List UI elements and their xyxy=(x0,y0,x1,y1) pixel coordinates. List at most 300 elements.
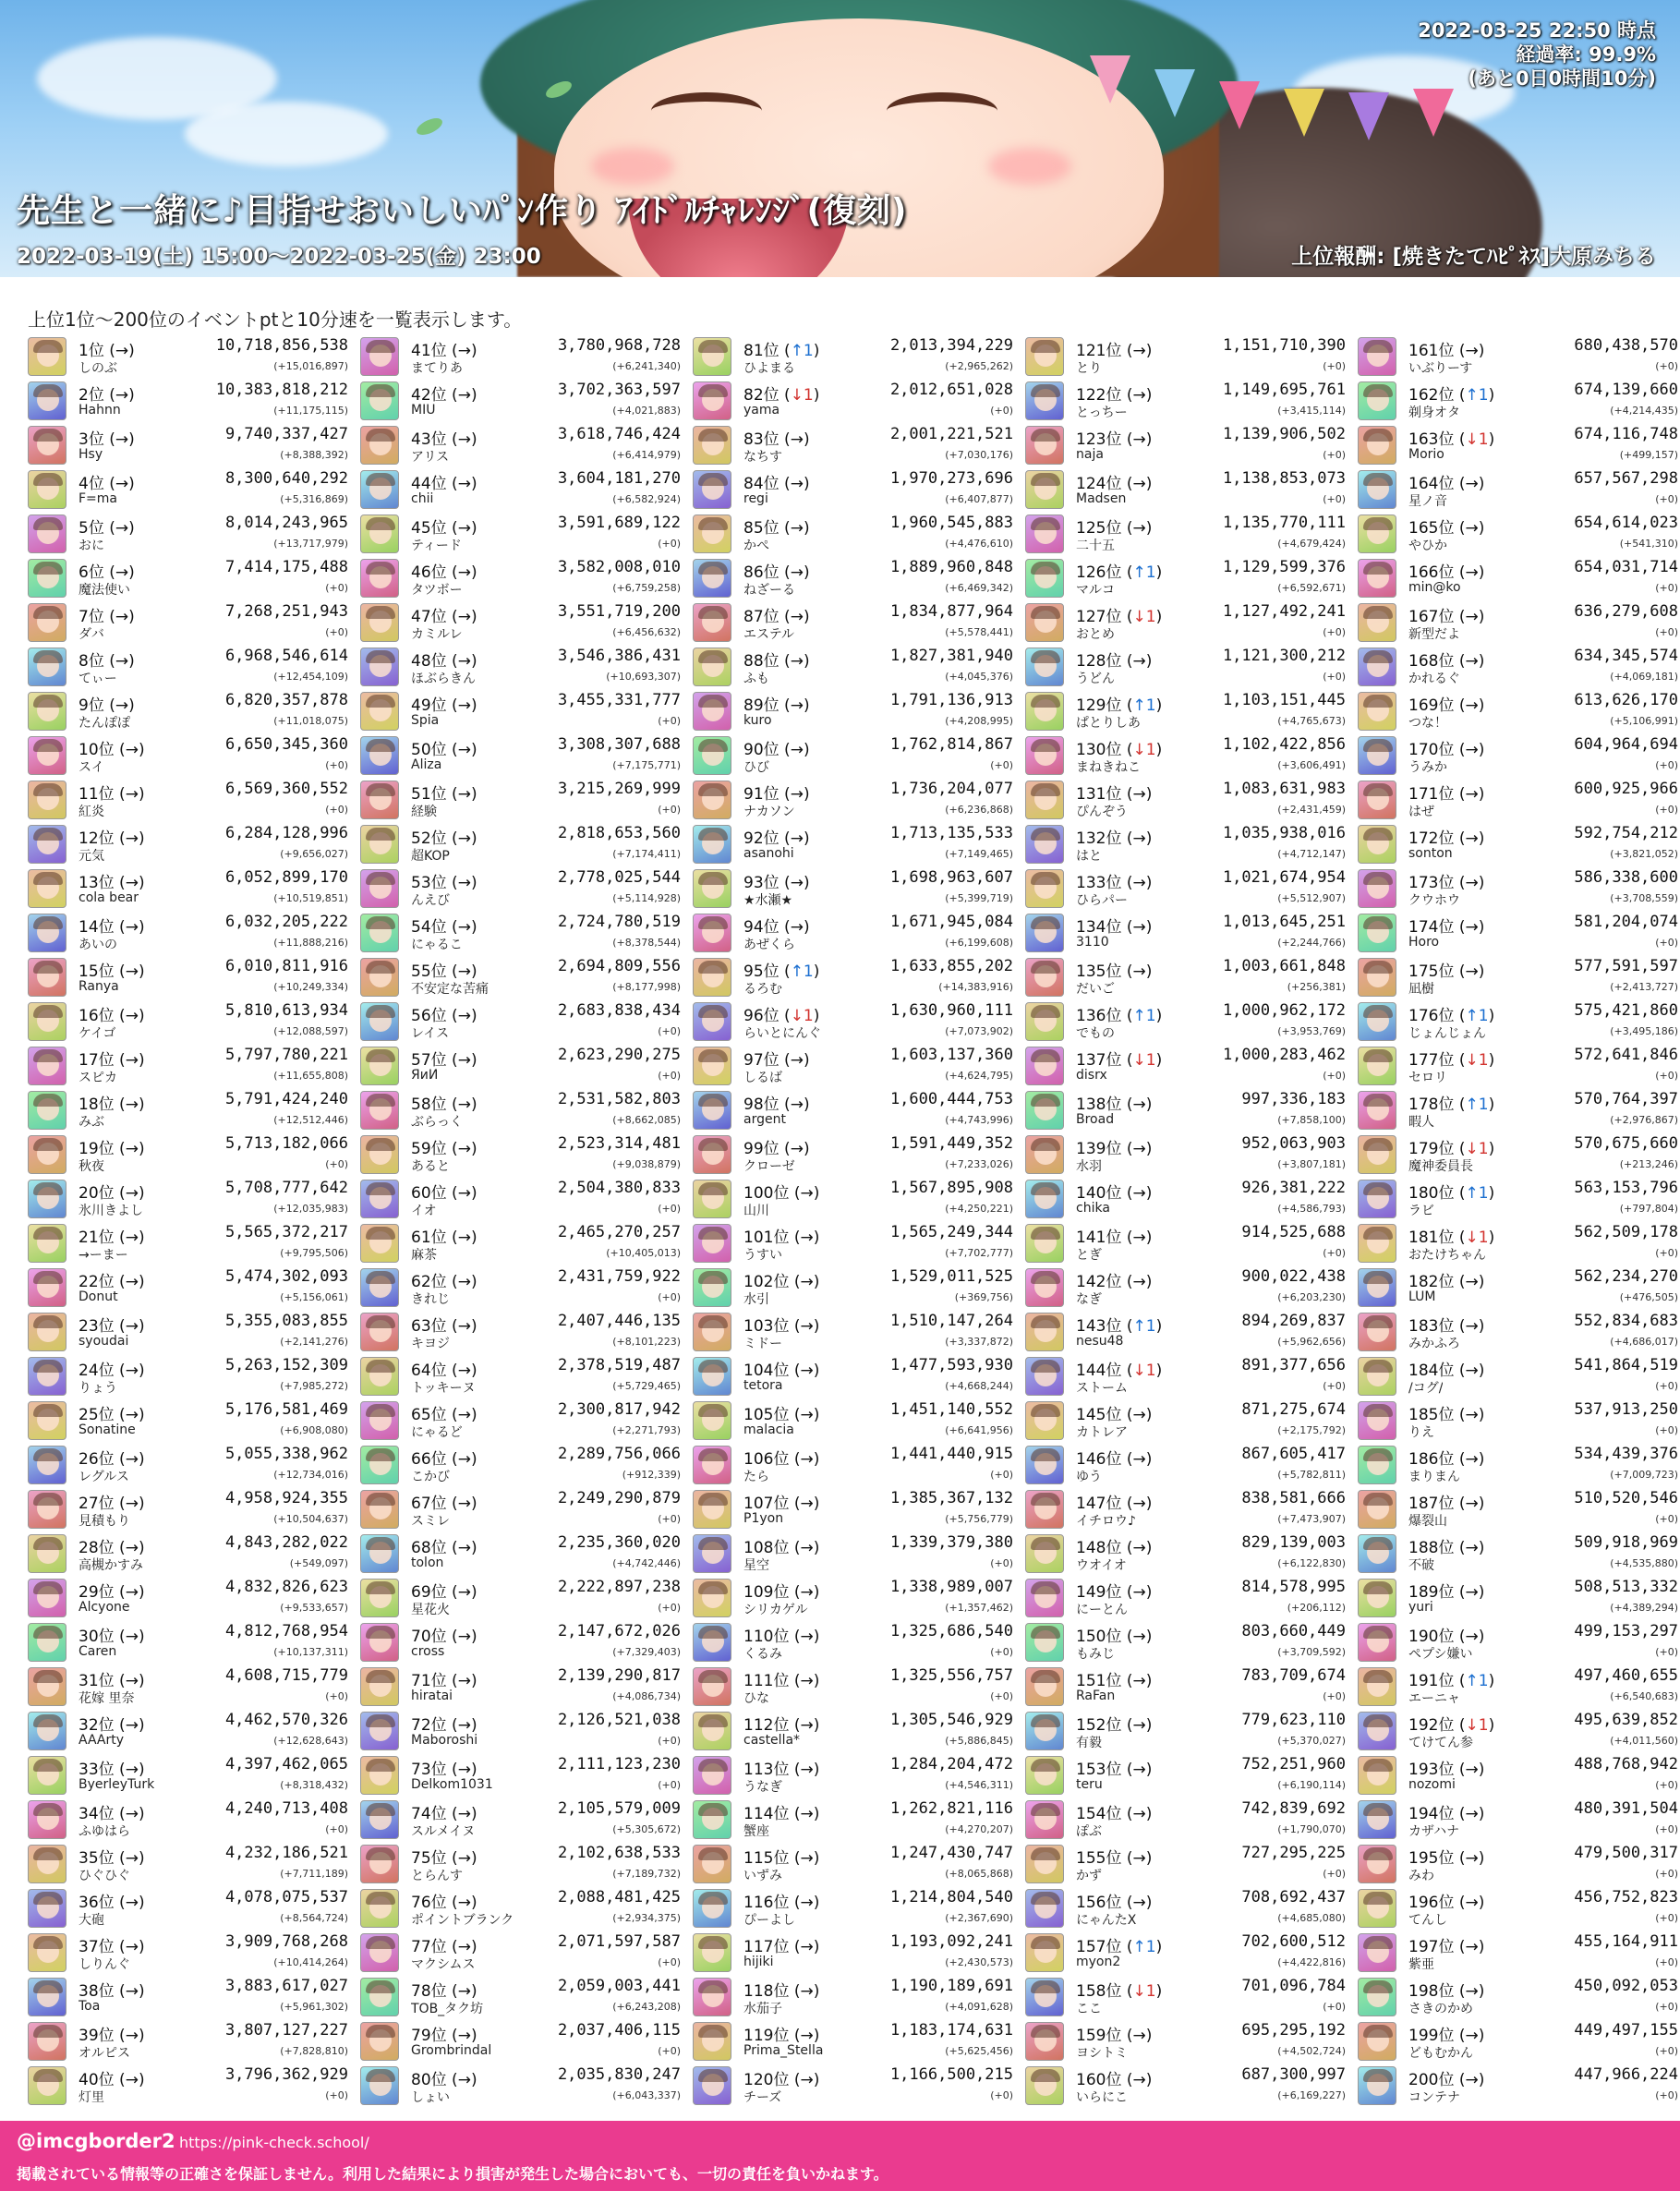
ten-minute-speed: (+0) xyxy=(325,1690,348,1702)
producer-avatar xyxy=(693,1579,731,1617)
ranking-entry xyxy=(1025,1709,1346,1753)
producer-avatar xyxy=(1358,1490,1396,1529)
producer-avatar xyxy=(693,692,731,731)
rank-label: 64位 (→) xyxy=(411,1362,477,1380)
event-points: 570,675,660 xyxy=(1574,1134,1678,1153)
rank-trend: → xyxy=(457,1273,471,1291)
event-points: 926,381,222 xyxy=(1241,1179,1346,1197)
producer-name: はと xyxy=(1076,849,1102,864)
event-points: 4,812,768,954 xyxy=(224,1622,348,1640)
rank-label: 118位 (→) xyxy=(743,1982,820,2001)
ten-minute-speed: (+0) xyxy=(1655,1424,1678,1436)
producer-name: ティード xyxy=(411,539,462,553)
rank-trend: → xyxy=(800,1362,814,1380)
event-points: 8,300,640,292 xyxy=(224,469,348,488)
producer-avatar xyxy=(28,1889,66,1928)
rank-label: 104位 (→) xyxy=(743,1362,820,1380)
rank-number: 164位 xyxy=(1408,475,1455,493)
producer-name: teru xyxy=(1076,1777,1103,1792)
producer-name: くるみ xyxy=(743,1647,782,1662)
rank-number: 38位 xyxy=(79,1982,115,2001)
ten-minute-speed: (+2,965,262) xyxy=(945,360,1013,372)
event-points: 1,129,599,376 xyxy=(1222,558,1346,576)
rank-number: 157位 xyxy=(1076,1938,1122,1956)
rank-number: 35位 xyxy=(79,1849,115,1868)
rank-label: 182位 (→) xyxy=(1408,1273,1485,1291)
producer-avatar xyxy=(1358,1978,1396,2016)
rank-label: 176位 (↑1) xyxy=(1408,1007,1495,1025)
event-points: 541,864,519 xyxy=(1574,1356,1678,1374)
ten-minute-speed: (+4,045,376) xyxy=(945,671,1013,683)
producer-avatar xyxy=(28,1712,66,1750)
producer-name: あぜくら xyxy=(743,938,795,952)
ranking-entry xyxy=(28,999,348,1044)
ranking-entry xyxy=(693,1709,1013,1753)
producer-name: sonton xyxy=(1408,846,1453,861)
producer-avatar xyxy=(28,869,66,908)
rank-number: 55位 xyxy=(411,962,447,981)
producer-name: tolon xyxy=(411,1555,444,1570)
ranking-entry xyxy=(28,1487,348,1531)
event-points: 1,149,695,761 xyxy=(1222,381,1346,399)
ranking-entry xyxy=(28,1531,348,1576)
event-points: 4,078,075,537 xyxy=(224,1888,348,1907)
rank-label: 65位 (→) xyxy=(411,1406,477,1424)
rank-number: 26位 xyxy=(79,1450,115,1469)
ten-minute-speed: (+0) xyxy=(1655,1646,1678,1658)
rank-number: 34位 xyxy=(79,1805,115,1823)
producer-name: しのぶ xyxy=(79,361,117,376)
producer-name: ЯиИ xyxy=(411,1068,439,1083)
rank-trend: → xyxy=(125,1761,139,1779)
rank-trend: → xyxy=(800,1938,814,1956)
rank-number: 129位 xyxy=(1076,696,1122,715)
event-points: 2,249,290,879 xyxy=(557,1489,681,1507)
rank-number: 108位 xyxy=(743,1539,790,1557)
rank-label: 83位 (→) xyxy=(743,430,810,449)
producer-avatar xyxy=(1025,1978,1064,2016)
producer-name: りょう xyxy=(79,1381,117,1396)
rank-label: 81位 (↑1) xyxy=(743,342,820,360)
rank-trend: → xyxy=(125,1894,139,1912)
rank-number: 177位 xyxy=(1408,1051,1455,1070)
rank-number: 88位 xyxy=(743,652,780,671)
rank-number: 91位 xyxy=(743,785,780,804)
rank-number: 169位 xyxy=(1408,696,1455,715)
producer-avatar xyxy=(360,1667,399,1706)
event-points: 871,275,674 xyxy=(1241,1400,1346,1419)
ranking-entry xyxy=(693,645,1013,689)
ten-minute-speed: (+7,233,026) xyxy=(945,1158,1013,1170)
rank-number: 130位 xyxy=(1076,741,1122,759)
rank-label: 74位 (→) xyxy=(411,1805,477,1823)
rank-number: 76位 xyxy=(411,1894,447,1912)
event-points: 2,013,394,229 xyxy=(889,336,1013,355)
footer xyxy=(0,2121,1680,2191)
rank-trend: → xyxy=(1132,386,1146,405)
rank-trend: → xyxy=(1132,430,1146,449)
rank-trend: → xyxy=(115,519,129,538)
rank-trend: → xyxy=(457,1184,471,1203)
rank-trend: → xyxy=(115,475,129,493)
event-points: 891,377,656 xyxy=(1241,1356,1346,1374)
rank-trend: → xyxy=(125,1317,139,1336)
producer-avatar xyxy=(1358,825,1396,864)
producer-name: 二十五 xyxy=(1076,539,1115,553)
rank-label: 2位 (→) xyxy=(79,386,135,405)
rank-label: 82位 (↓1) xyxy=(743,386,820,405)
producer-avatar xyxy=(1025,1047,1064,1085)
rank-number: 52位 xyxy=(411,829,447,848)
ranking-entry xyxy=(28,423,348,467)
producer-name: ウオイオ xyxy=(1076,1558,1127,1573)
rank-label: 147位 (→) xyxy=(1076,1495,1153,1513)
rank-trend: → xyxy=(115,696,129,715)
ranking-entry xyxy=(693,467,1013,512)
rank-label: 89位 (→) xyxy=(743,696,810,715)
ranking-entry xyxy=(28,1265,348,1310)
rank-number: 11位 xyxy=(79,785,115,804)
event-points: 3,909,768,268 xyxy=(224,1932,348,1951)
rank-label: 162位 (↑1) xyxy=(1408,386,1495,405)
ranking-entry xyxy=(1358,467,1678,512)
rank-label: 6位 (→) xyxy=(79,563,135,582)
producer-name: どもむかん xyxy=(1408,2046,1473,2061)
ten-minute-speed: (+5,114,928) xyxy=(612,892,681,904)
event-points: 5,791,424,240 xyxy=(224,1090,348,1108)
producer-avatar xyxy=(1025,559,1064,598)
rank-trend: ↑1 xyxy=(1132,563,1156,582)
rank-label: 126位 (↑1) xyxy=(1076,563,1163,582)
rank-number: 62位 xyxy=(411,1273,447,1291)
event-points: 5,176,581,469 xyxy=(224,1400,348,1419)
ten-minute-speed: (+10,414,264) xyxy=(273,1956,348,1968)
event-points: 2,523,314,481 xyxy=(557,1134,681,1153)
producer-name: ByerleyTurk xyxy=(79,1777,155,1792)
rank-trend: → xyxy=(125,1539,139,1557)
producer-avatar xyxy=(360,1845,399,1883)
event-points: 1,103,151,445 xyxy=(1222,691,1346,709)
ranking-entry xyxy=(1358,2064,1678,2108)
rank-trend: → xyxy=(1465,1849,1479,1868)
ranking-entry xyxy=(693,1531,1013,1576)
rank-label: 18位 (→) xyxy=(79,1096,145,1114)
ranking-entry xyxy=(693,689,1013,733)
ten-minute-speed: (+0) xyxy=(658,1203,681,1215)
rank-label: 164位 (→) xyxy=(1408,475,1485,493)
producer-name: /コグ/ xyxy=(1408,1381,1444,1396)
event-points: 6,968,546,614 xyxy=(224,647,348,665)
producer-avatar xyxy=(28,648,66,686)
ten-minute-speed: (+7,073,902) xyxy=(945,1025,1013,1037)
event-points: 2,724,780,519 xyxy=(557,913,681,931)
event-points: 997,336,183 xyxy=(1241,1090,1346,1108)
ranking-entry xyxy=(1025,1798,1346,1842)
rank-trend: → xyxy=(800,1317,814,1336)
rank-label: 111位 (→) xyxy=(743,1672,820,1690)
event-points: 2,126,521,038 xyxy=(557,1711,681,1729)
rank-label: 60位 (→) xyxy=(411,1184,477,1203)
rank-label: 167位 (→) xyxy=(1408,608,1485,626)
rank-trend: → xyxy=(1132,1273,1146,1291)
ranking-entry xyxy=(1358,1310,1678,1354)
ranking-entry xyxy=(28,600,348,645)
rank-trend: → xyxy=(457,1362,471,1380)
rank-trend: → xyxy=(125,1406,139,1424)
producer-avatar xyxy=(28,958,66,997)
producer-name: yama xyxy=(743,403,780,418)
rank-number: 20位 xyxy=(79,1184,115,1203)
ranking-entry xyxy=(360,1975,681,2019)
disclaimer: 掲載されている情報等の正確さを保証しません。利用した結果により損害が発生した場合においても、一切の責任を負いかねます。 xyxy=(17,2165,888,2183)
event-points: 6,284,128,996 xyxy=(224,824,348,842)
event-points: 1,736,204,077 xyxy=(889,780,1013,798)
ten-minute-speed: (+0) xyxy=(990,405,1013,417)
producer-avatar xyxy=(1358,1091,1396,1130)
ranking-entry xyxy=(1025,512,1346,556)
rank-number: 103位 xyxy=(743,1317,790,1336)
ten-minute-speed: (+8,564,724) xyxy=(280,1912,348,1924)
ranking-entry xyxy=(1358,1177,1678,1221)
rank-number: 95位 xyxy=(743,962,780,981)
rank-label: 178位 (↑1) xyxy=(1408,1096,1495,1114)
event-points: 3,455,331,777 xyxy=(557,691,681,709)
rank-trend: → xyxy=(457,1317,471,1336)
rank-trend: → xyxy=(457,1007,471,1025)
ten-minute-speed: (+6,407,877) xyxy=(945,493,1013,505)
ranking-entry xyxy=(28,2064,348,2108)
producer-avatar xyxy=(693,1313,731,1351)
event-points: 5,355,083,855 xyxy=(224,1312,348,1330)
rank-trend: ↑1 xyxy=(1465,386,1489,405)
ranking-entry xyxy=(1358,1221,1678,1265)
ten-minute-speed: (+0) xyxy=(1655,2089,1678,2101)
rank-trend: → xyxy=(790,563,804,582)
event-points: 1,477,593,930 xyxy=(889,1356,1013,1374)
producer-name: chika xyxy=(1076,1201,1110,1216)
producer-name: アリス xyxy=(411,450,450,465)
producer-avatar xyxy=(360,2066,399,2105)
rank-label: 49位 (→) xyxy=(411,696,477,715)
ten-minute-speed: (+6,414,979) xyxy=(612,449,681,461)
rank-label: 116位 (→) xyxy=(743,1894,820,1912)
producer-name: cola bear xyxy=(79,890,139,905)
ten-minute-speed: (+3,415,114) xyxy=(1277,405,1346,417)
producer-avatar xyxy=(360,1135,399,1174)
ranking-entry xyxy=(1025,1487,1346,1531)
rank-trend: → xyxy=(1465,829,1479,848)
producer-name: yuri xyxy=(1408,1600,1433,1615)
rank-number: 64位 xyxy=(411,1362,447,1380)
rank-number: 87位 xyxy=(743,608,780,626)
rank-number: 126位 xyxy=(1076,563,1122,582)
rank-number: 53位 xyxy=(411,874,447,892)
ten-minute-speed: (+5,106,991) xyxy=(1610,715,1678,727)
rank-trend: → xyxy=(1465,1761,1479,1779)
event-points: 1,600,444,753 xyxy=(889,1090,1013,1108)
rank-label: 69位 (→) xyxy=(411,1583,477,1602)
producer-name: 氷川きよし xyxy=(79,1204,143,1218)
producer-name: みぶ xyxy=(79,1115,104,1130)
ranking-entry xyxy=(693,1132,1013,1177)
rank-label: 125位 (→) xyxy=(1076,519,1153,538)
event-points: 3,308,307,688 xyxy=(557,735,681,754)
event-points: 3,796,362,929 xyxy=(224,2065,348,2084)
rank-label: 131位 (→) xyxy=(1076,785,1153,804)
rank-label: 130位 (↓1) xyxy=(1076,741,1163,759)
producer-avatar xyxy=(1025,2066,1064,2105)
event-points: 480,391,504 xyxy=(1574,1799,1678,1818)
producer-avatar xyxy=(1025,1889,1064,1928)
rank-number: 133位 xyxy=(1076,874,1122,892)
rank-number: 27位 xyxy=(79,1495,115,1513)
ten-minute-speed: (+3,807,181) xyxy=(1277,1158,1346,1170)
ten-minute-speed: (+0) xyxy=(1655,937,1678,949)
rank-label: 87位 (→) xyxy=(743,608,810,626)
event-points: 1,441,440,915 xyxy=(889,1445,1013,1463)
event-points: 488,768,942 xyxy=(1574,1755,1678,1773)
ranking-entry xyxy=(1025,1842,1346,1886)
producer-avatar xyxy=(693,1047,731,1085)
rank-label: 95位 (↑1) xyxy=(743,962,820,981)
ten-minute-speed: (+369,756) xyxy=(954,1291,1013,1303)
ten-minute-speed: (+0) xyxy=(990,1646,1013,1658)
rank-label: 42位 (→) xyxy=(411,386,477,405)
ranking-entry xyxy=(1358,866,1678,911)
rank-label: 23位 (→) xyxy=(79,1317,145,1336)
rank-number: 178位 xyxy=(1408,1096,1455,1114)
rank-label: 158位 (↓1) xyxy=(1076,1982,1163,2001)
producer-name: でもの xyxy=(1076,1026,1115,1041)
rank-number: 89位 xyxy=(743,696,780,715)
ranking-entry xyxy=(360,1354,681,1398)
ten-minute-speed: (+0) xyxy=(1655,1779,1678,1791)
ten-minute-speed: (+3,953,769) xyxy=(1277,1025,1346,1037)
rank-number: 50位 xyxy=(411,741,447,759)
rank-label: 135位 (→) xyxy=(1076,962,1153,981)
rank-trend: → xyxy=(457,1982,471,2001)
producer-name: Maboroshi xyxy=(411,1733,478,1748)
rank-number: 131位 xyxy=(1076,785,1122,804)
producer-name: RaFan xyxy=(1076,1689,1116,1703)
ten-minute-speed: (+0) xyxy=(1323,1247,1346,1259)
rank-number: 13位 xyxy=(79,874,115,892)
rank-number: 78位 xyxy=(411,1982,447,2001)
rank-number: 71位 xyxy=(411,1672,447,1690)
producer-avatar xyxy=(1358,869,1396,908)
producer-avatar xyxy=(28,1534,66,1573)
rank-label: 62位 (→) xyxy=(411,1273,477,1291)
rank-label: 190位 (→) xyxy=(1408,1628,1485,1646)
producer-avatar xyxy=(1025,1579,1064,1617)
producer-name: naja xyxy=(1076,447,1104,462)
producer-avatar xyxy=(1025,781,1064,819)
event-points: 2,088,481,425 xyxy=(557,1888,681,1907)
ten-minute-speed: (+4,586,793) xyxy=(1277,1203,1346,1215)
remaining-time: (あと0日0時間10分) xyxy=(1468,67,1656,90)
ranking-entry xyxy=(693,733,1013,778)
ten-minute-speed: (+4,250,221) xyxy=(945,1203,1013,1215)
twitter-handle-link[interactable]: @imcgborder2 xyxy=(17,2130,175,2152)
ranking-entry xyxy=(1358,1798,1678,1842)
producer-name: 星花火 xyxy=(411,1603,450,1617)
ranking-entry xyxy=(360,689,681,733)
ranking-entry xyxy=(28,778,348,822)
producer-avatar xyxy=(1025,1224,1064,1263)
rank-label: 113位 (→) xyxy=(743,1761,820,1779)
rank-label: 88位 (→) xyxy=(743,652,810,671)
producer-name: ねざーる xyxy=(743,583,795,598)
rank-trend: → xyxy=(125,1051,139,1070)
ten-minute-speed: (+6,122,830) xyxy=(1277,1557,1346,1569)
rank-trend: → xyxy=(1132,342,1146,360)
rank-number: 112位 xyxy=(743,1716,790,1735)
producer-avatar xyxy=(1358,337,1396,376)
event-points: 1,603,137,360 xyxy=(889,1046,1013,1064)
event-points: 1,003,661,848 xyxy=(1222,957,1346,975)
rank-trend: ↑1 xyxy=(1465,1184,1489,1203)
ranking-entry xyxy=(28,645,348,689)
rank-number: 181位 xyxy=(1408,1229,1455,1247)
rank-trend: → xyxy=(800,1628,814,1646)
producer-name: クウホウ xyxy=(1408,893,1460,908)
rank-number: 190位 xyxy=(1408,1628,1455,1646)
producer-name: とらんす xyxy=(411,1869,463,1883)
ten-minute-speed: (+0) xyxy=(990,759,1013,771)
rank-label: 30位 (→) xyxy=(79,1628,145,1646)
event-points: 1,214,804,540 xyxy=(889,1888,1013,1907)
ranking-entry xyxy=(1025,1975,1346,2019)
producer-avatar xyxy=(693,1756,731,1795)
rank-trend: → xyxy=(1465,652,1479,671)
rank-label: 198位 (→) xyxy=(1408,1982,1485,2001)
rank-trend: → xyxy=(1132,1628,1146,1646)
rank-trend: → xyxy=(790,608,804,626)
event-points: 1,633,855,202 xyxy=(889,957,1013,975)
event-points: 495,639,852 xyxy=(1574,1711,1678,1729)
producer-name: malacia xyxy=(743,1422,794,1437)
event-points: 1,671,945,084 xyxy=(889,913,1013,931)
rank-trend: → xyxy=(457,829,471,848)
rank-number: 179位 xyxy=(1408,1140,1455,1158)
event-points: 1,166,500,215 xyxy=(889,2065,1013,2084)
rank-label: 100位 (→) xyxy=(743,1184,820,1203)
producer-avatar xyxy=(693,337,731,376)
producer-avatar xyxy=(1358,1313,1396,1351)
producer-avatar xyxy=(28,426,66,465)
producer-name: エーニャ xyxy=(1408,1691,1460,1706)
event-points: 552,834,683 xyxy=(1574,1312,1678,1330)
producer-name: しょい xyxy=(411,2090,450,2105)
ranking-entry xyxy=(1358,1354,1678,1398)
producer-avatar xyxy=(1358,1845,1396,1883)
ranking-entry xyxy=(1025,1664,1346,1709)
event-points: 2,012,651,028 xyxy=(889,381,1013,399)
ten-minute-speed: (+7,702,777) xyxy=(945,1247,1013,1259)
producer-name: tetora xyxy=(743,1378,783,1393)
rank-label: 28位 (→) xyxy=(79,1539,145,1557)
rank-number: 54位 xyxy=(411,918,447,937)
ranking-entry xyxy=(360,822,681,866)
producer-name: 水羽 xyxy=(1076,1159,1102,1174)
ranking-entry xyxy=(1025,2064,1346,2108)
event-points: 1,970,273,696 xyxy=(889,469,1013,488)
ranking-entry xyxy=(360,1487,681,1531)
rank-label: 56位 (→) xyxy=(411,1007,477,1025)
producer-name: 魔法使い xyxy=(79,583,130,598)
rank-label: 107位 (→) xyxy=(743,1495,820,1513)
site-url-link[interactable]: https://pink-check.school/ xyxy=(179,2134,369,2151)
